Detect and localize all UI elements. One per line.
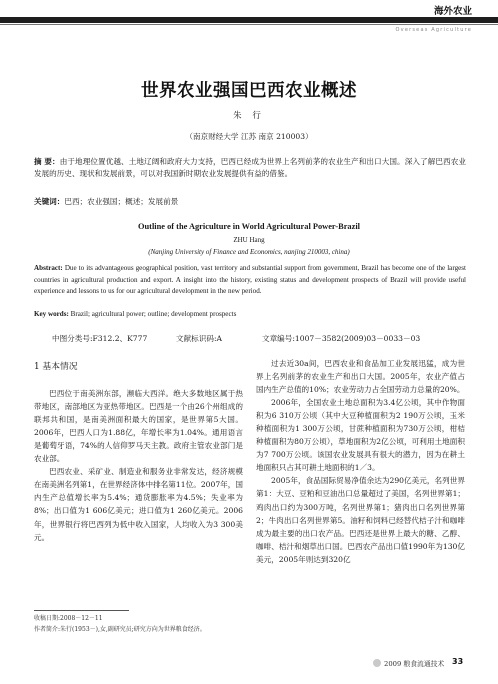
right-column xyxy=(256,357,465,566)
section-heading: 1 基本情况 xyxy=(34,362,78,372)
journal-section-subtitle: Overseas Agriculture xyxy=(395,27,472,33)
article-number: 文章编号:1007－3582(2009)03－0033－03 xyxy=(262,334,421,343)
keywords-label: 关键词： xyxy=(34,197,65,206)
footer-dot-icon xyxy=(373,659,381,667)
author-name: 朱 行 xyxy=(233,111,265,121)
journal-section-label: 海外农业 xyxy=(433,6,472,17)
english-title: Outline of the Agriculture in World Agricultural Power-Brazil xyxy=(138,222,360,231)
english-abstract-text: Due to its advantageous geographical position, vast territory and substantial support from government, Brazil has become one of the largest countries in agricultural production and export. A insight into the history, existing status and development prospects of Brazil will provide useful experience and lessons to us for our agricultural development in the new period. xyxy=(34,264,466,296)
chinese-abstract xyxy=(34,156,466,181)
english-abstract-label: Abstract: xyxy=(34,264,63,272)
author-affiliation: （南京财经大学 江苏 南京 210003） xyxy=(185,132,313,141)
abstract-label: 摘 要： xyxy=(34,157,60,166)
english-keywords-text: Brazil; agricultural power; outline; development prospects xyxy=(70,310,237,318)
body-paragraph: 过去近30a间，巴西农业和食品加工业发展迅猛，成为世界上名列前茅的农业生产和出口大国。2005年，农业产值占国内生产总值的10%；农业劳动力占全国劳动力总量的20%。 xyxy=(256,359,465,395)
english-author: ZHU Hang xyxy=(233,236,265,244)
received-date: 收稿日期:2008－12－11 xyxy=(34,615,103,622)
classification-number: 中图分类号:F312.2、K777 xyxy=(52,334,148,343)
body-paragraph: 2006年，全国农业土地总面积为3.4亿公顷，其中作物面积为6 310万公顷（其中大豆种植面积为2 190万公顷，玉米种植面积为1 300万公顷，甘蔗种植面积为730万公顷，柑桔种植面积为80万公顷），草地面积为2亿公顷，可利用土地面积为7 700万公顷。该国农业发展具有很大的潜力，因为在耕土地面积只占其可耕土地面积的1／3。 xyxy=(256,398,465,473)
article-title: 世界农业强国巴西农业概述 xyxy=(141,81,357,101)
chinese-keywords xyxy=(34,196,178,207)
abstract-text: 由于地理位置优越、土地辽阔和政府大力支持，巴西已经成为世界上名列前茅的农业生产和出口大国。深入了解巴西农业发展的历史、现状和发展前景，可以对我国新时期农业发展提供有益的借鉴。 xyxy=(34,157,466,179)
english-affiliation: (Nanjing University of Finance and Economics, nanjing 210003, china) xyxy=(148,248,350,256)
footnote-rule xyxy=(34,610,129,611)
journal-footer: 2009 粮食流通技术 xyxy=(384,660,445,668)
english-abstract xyxy=(34,263,466,298)
left-column xyxy=(34,361,243,544)
author-bio: 作者简介:朱行(1953－),女,副研究员;研究方向为世界粮食经济。 xyxy=(34,626,206,633)
document-code: 文献标识码:A xyxy=(176,334,223,343)
header-bar xyxy=(0,17,498,23)
body-paragraph: 巴西位于南美洲东部，濒临大西洋。绝大多数地区属于热带地区，南部地区为亚热带地区。巴西是一个由26个州组成的联邦共和国，是南美洲面积最大的国家，是世界第5大国。2006年，巴西人口为1.88亿，年增长率为1.04%。通用语言是葡萄牙语，74%的人信仰罗马天主教。政府主管农业部门是农业部。 xyxy=(34,389,243,464)
body-paragraph: 巴西农业、采矿业、制造业和服务业非常发达，经济规模在南美洲名列第1，在世界经济体中排名第11位。2007年，国内生产总值增长率为5.4%；通货膨胀率为4.5%；失业率为8%；出口值为1 606亿美元；进口值为1 260亿美元。2006年，世界银行将巴西列为低中收入国家，人均收入为3 300美元。 xyxy=(34,467,243,542)
page-number: 33 xyxy=(452,657,464,666)
footnote xyxy=(34,613,243,635)
keywords-text: 巴西；农业强国；概述；发展前景 xyxy=(64,197,179,206)
header-rule xyxy=(0,24,498,25)
english-keywords xyxy=(34,310,236,318)
body-paragraph: 2005年，食品国际贸易净值余达为290亿美元，名列世界第1：大豆、豆粕和豆油出口总量超过了美国，名列世界第1；鸡肉出口约为300万吨，名列世界第1；猪肉出口名列世界第2；牛肉出口名列世界第5。油籽和饲料已经替代桔子汁和咖啡成为最主要的出口农产品。巴西还是世界上最大的糖、乙醇、咖啡、桔汁和烟草出口国。巴西农产品出口值1990年为130亿美元，2005年则达到320亿 xyxy=(256,476,465,564)
english-keywords-label: Key words: xyxy=(34,310,69,318)
